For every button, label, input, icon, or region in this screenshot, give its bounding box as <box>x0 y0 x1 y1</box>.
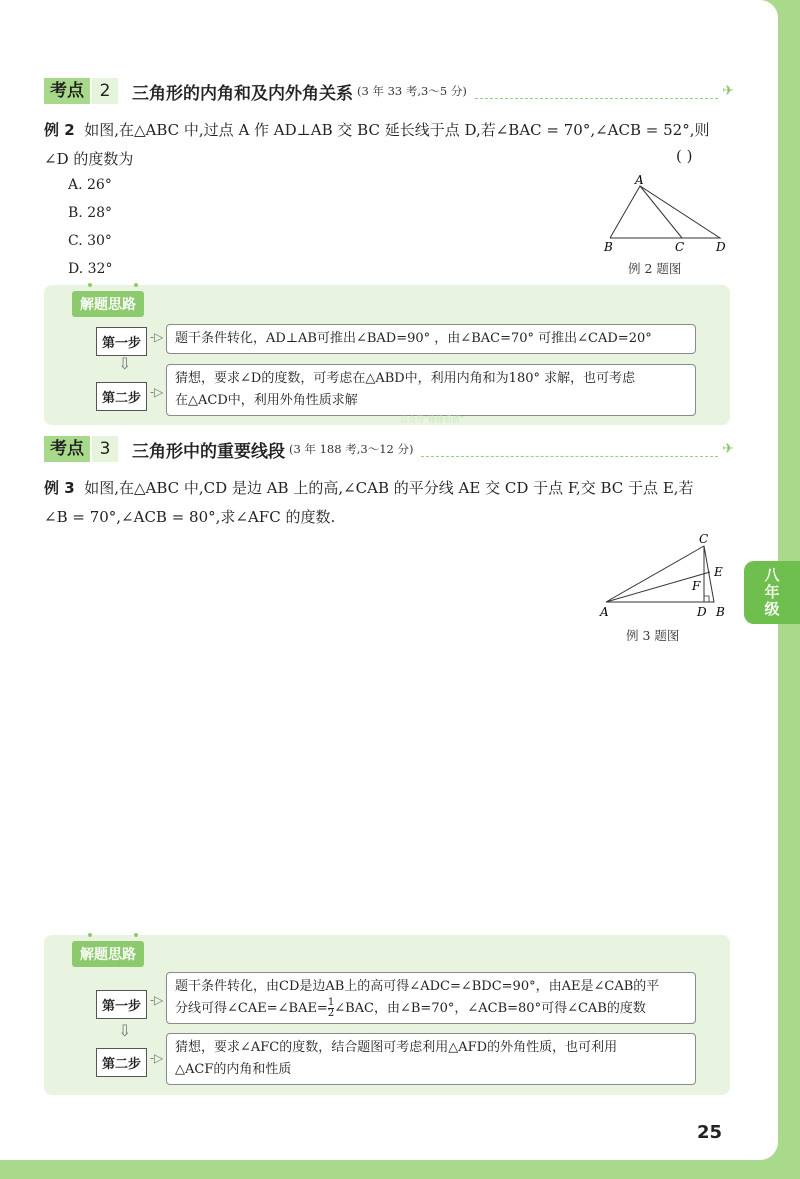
step-1-line-1: 题干条件转化，由CD是边AB上的高可得∠ADC=∠BDC=90°，由AE是∠CAB的平 <box>175 979 660 994</box>
watermark: 公众号“偷偷看搭” <box>400 415 465 424</box>
figure-caption: 例 2 题图 <box>628 261 682 276</box>
step-2-line-2: △ACF的内角和性质 <box>175 1062 292 1077</box>
answer-bracket: ( ) <box>676 147 693 165</box>
label-b: B <box>604 240 613 254</box>
step-1-text: 题干条件转化，AD⊥AB可推出∠BAD=90° ，由∠BAC=70° 可推出∠CAD=20° <box>175 331 652 346</box>
label-f: F <box>692 579 701 593</box>
fraction-denominator: 2 <box>327 1008 335 1019</box>
tab-char: 八 <box>764 566 780 584</box>
arrow-icon: -▷ <box>150 1051 164 1065</box>
label-d: D <box>716 240 726 254</box>
segment-ac <box>640 186 682 238</box>
tab-char: 级 <box>764 600 780 618</box>
pin-dot <box>88 283 92 287</box>
bottom-band <box>0 1160 800 1179</box>
step-1-line-2b: ∠BAC，由∠B=70°，∠ACB=80°可得∠CAB的度数 <box>334 1001 646 1016</box>
step-1-line-2a: 分线可得∠CAE=∠BAE= <box>175 1001 328 1016</box>
step-2-box <box>166 364 696 416</box>
topic-meta: (3 年 33 考,3～5 分) <box>357 84 467 98</box>
tab-char: 年 <box>764 583 780 601</box>
choice-b: B. 28° <box>68 205 113 221</box>
label-a: A <box>600 605 609 619</box>
down-arrow-icon: ⇩ <box>118 1021 132 1040</box>
label-c: C <box>699 532 709 546</box>
example-3-figure <box>596 530 736 622</box>
choice-a: A. 26° <box>68 177 112 193</box>
step-1-label: 第一步 <box>96 327 147 356</box>
example-2-figure <box>598 172 732 256</box>
paper-plane-icon: ✈ <box>722 441 734 457</box>
step-2-line-2: 在△ACD中，利用外角性质求解 <box>175 393 358 408</box>
figure-caption: 例 3 题图 <box>626 628 680 643</box>
topic-number: 2 <box>92 78 118 104</box>
topic-3-header <box>44 436 734 462</box>
topic-meta: (3 年 188 考,3～12 分) <box>289 442 414 456</box>
step-1-box <box>166 324 696 354</box>
question-line-1: 如图,在△ABC 中,CD 是边 AB 上的高,∠CAB 的平分线 AE 交 CD 于点 F,交 BC 于点 E,若 <box>84 479 694 497</box>
grade-side-tab <box>744 561 800 624</box>
label-a: A <box>635 173 644 187</box>
pin-dot <box>134 283 138 287</box>
step-1-box <box>166 972 696 1024</box>
step-2-box <box>166 1033 696 1085</box>
arrow-icon: -▷ <box>150 993 164 1007</box>
right-angle-mark <box>704 596 709 602</box>
arrow-icon: -▷ <box>150 330 164 344</box>
page-number: 25 <box>697 1122 723 1143</box>
example-label: 例 3 <box>44 479 75 497</box>
choice-c: C. 30° <box>68 233 112 249</box>
down-arrow-icon: ⇩ <box>118 354 132 373</box>
topic-tag: 考点 <box>44 78 90 104</box>
question-line-2: ∠B = 70°,∠ACB = 80°,求∠AFC 的度数. <box>44 508 336 526</box>
topic-number: 3 <box>92 436 118 462</box>
triangle-abd <box>610 186 720 238</box>
example-3-question <box>44 474 744 532</box>
pin-dot <box>88 933 92 937</box>
choice-d: D. 32° <box>68 261 113 277</box>
topic-tag: 考点 <box>44 436 90 462</box>
example-label: 例 2 <box>44 121 75 139</box>
label-e: E <box>714 565 723 579</box>
triangle-abc <box>606 546 714 602</box>
topic-2-header <box>44 78 734 104</box>
label-c: C <box>675 240 685 254</box>
arrow-icon: -▷ <box>150 385 164 399</box>
divider <box>475 98 718 99</box>
label-b: B <box>716 605 725 619</box>
fraction-numerator: 1 <box>327 997 335 1008</box>
question-line-2: ∠D 的度数为 <box>44 150 134 168</box>
step-2-line-1: 猜想，要求∠D的度数，可考虑在△ABD中，利用内角和为180° 求解，也可考虑 <box>175 371 636 386</box>
topic-title: 三角形中的重要线段 <box>132 441 285 462</box>
hint-label: 解题思路 <box>72 291 144 317</box>
pin-dot <box>134 933 138 937</box>
divider <box>421 456 718 457</box>
step-2-label: 第二步 <box>96 382 147 411</box>
hint-label: 解题思路 <box>72 941 144 967</box>
step-2-line-1: 猜想，要求∠AFC的度数，结合题图可考虑利用△AFD的外角性质，也可利用 <box>175 1040 618 1055</box>
step-2-label: 第二步 <box>96 1048 147 1077</box>
step-1-label: 第一步 <box>96 990 147 1019</box>
label-d: D <box>697 605 707 619</box>
paper-plane-icon: ✈ <box>722 83 734 99</box>
example-2-question <box>44 116 734 174</box>
question-line-1: 如图,在△ABC 中,过点 A 作 AD⊥AB 交 BC 延长线于点 D,若∠BAC = 70°,∠ACB = 52°,则 <box>84 121 710 139</box>
topic-title: 三角形的内角和及内外角关系 <box>132 83 353 104</box>
